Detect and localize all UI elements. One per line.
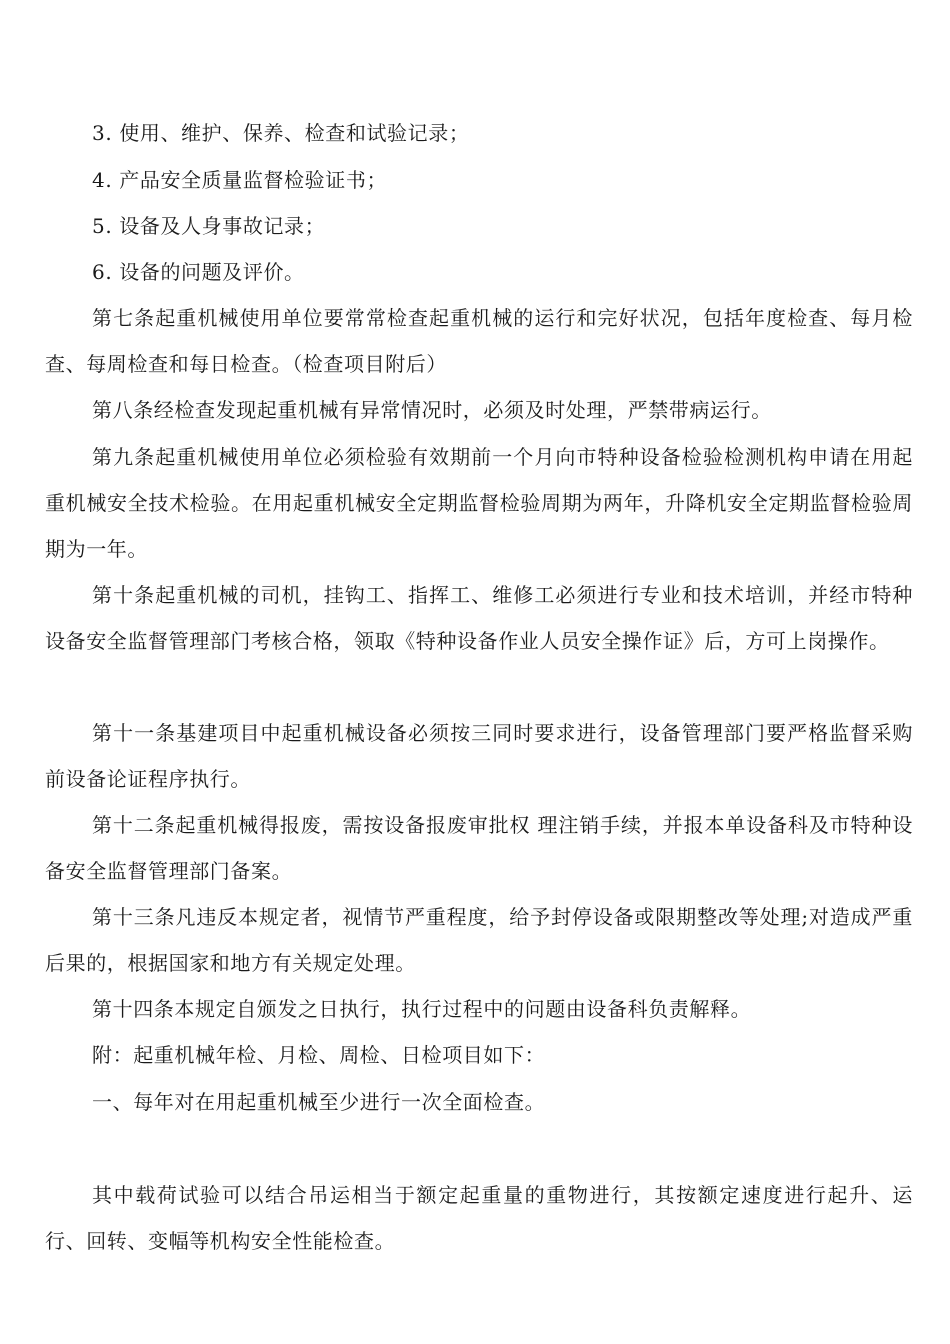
appendix-heading: 附：起重机械年检、月检、周检、日检项目如下： [92, 1043, 546, 1067]
article-10: 第十条起重机械的司机，挂钩工、指挥工、维修工必须进行专业和技术培训，并经市特种设备安全监督管理部门考核合格，领取《特种设备作业人员安全操作证》后，方可上岗操作。 [45, 583, 913, 653]
list-item-5: 5. 设备及人身事故记录； [92, 214, 326, 238]
article-11: 第十一条基建项目中起重机械设备必须按三同时要求进行，设备管理部门要严格监督采购前设备论证程序执行。 [45, 721, 913, 791]
article-7: 第七条起重机械使用单位要常常检查起重机械的运行和完好状况，包括年度检查、每月检查、每周检查和每日检查。（检查项目附后） [45, 306, 913, 376]
load-test-paragraph: 其中载荷试验可以结合吊运相当于额定起重量的重物进行，其按额定速度进行起升、运行、回转、变幅等机构安全性能检查。 [45, 1183, 913, 1253]
list-item-3: 3. 使用、维护、保养、检查和试验记录； [92, 121, 470, 145]
list-item-6: 6. 设备的问题及评价。 [92, 260, 305, 284]
article-13: 第十三条凡违反本规定者，视情节严重程度，给予封停设备或限期整改等处理;对造成严重后果的，根据国家和地方有关规定处理。 [45, 905, 913, 975]
article-12: 第十二条起重机械得报废，需按设备报废审批权 理注销手续，并报本单设备科及市特种设备安全监督管理部门备案。 [45, 813, 913, 883]
annual-inspection-item: 一、每年对在用起重机械至少进行一次全面检查。 [92, 1090, 546, 1114]
article-8: 第八条经检查发现起重机械有异常情况时，必须及时处理，严禁带病运行。 [92, 398, 772, 422]
article-14: 第十四条本规定自颁发之日执行，执行过程中的问题由设备科负责解释。 [92, 997, 752, 1021]
article-9: 第九条起重机械使用单位必须检验有效期前一个月向市特种设备检验检测机构申请在用起重机械安全技术检验。在用起重机械安全定期监督检验周期为两年，升降机安全定期监督检验周期为一年。 [45, 445, 913, 561]
list-item-4: 4. 产品安全质量监督检验证书； [92, 168, 388, 192]
